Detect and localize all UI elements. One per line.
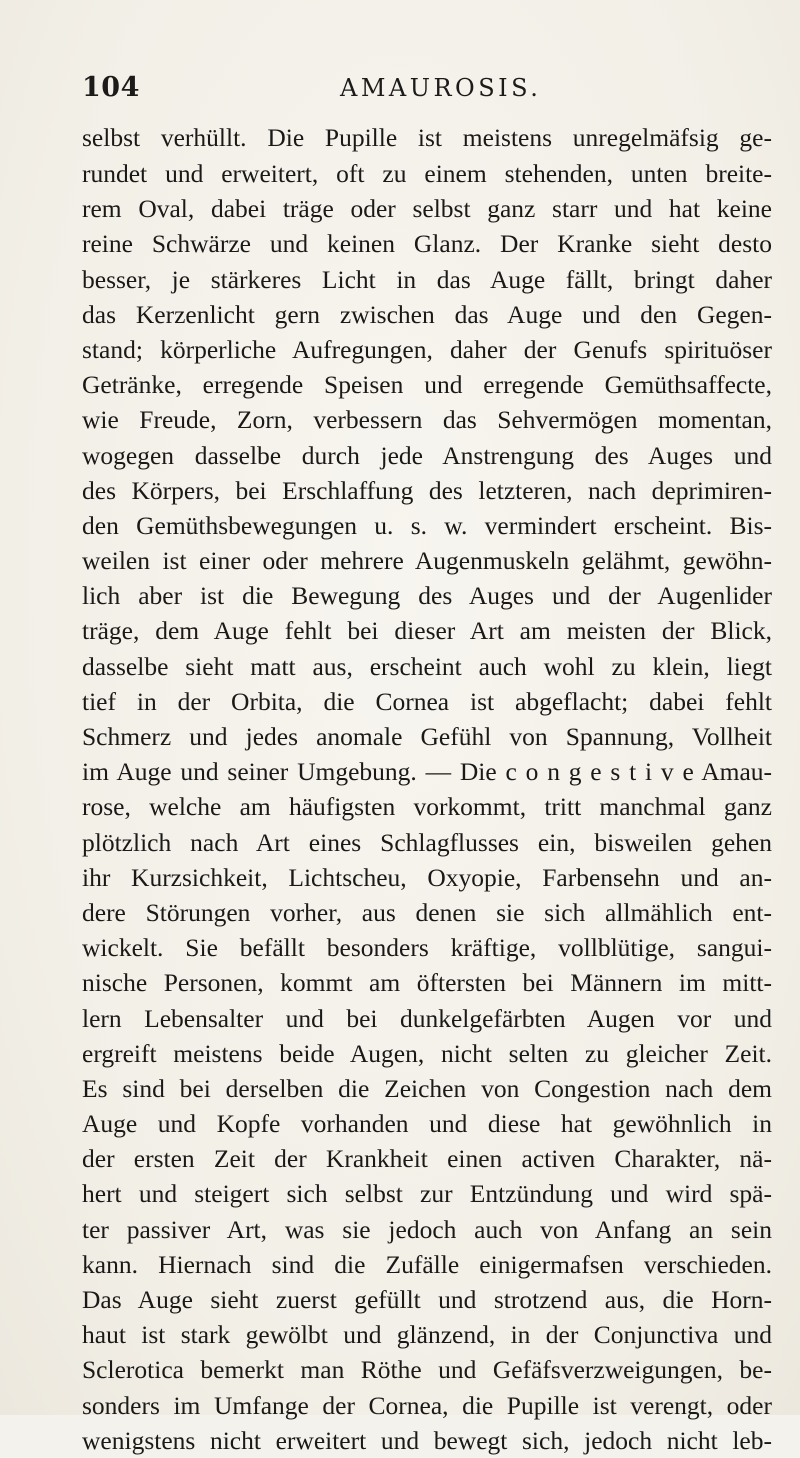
text-line: kann. Hiernach sind die Zufälle einigermafsen verschieden. bbox=[82, 1249, 772, 1279]
text-line: selbst verhüllt. Die Pupille ist meistens unregelmäfsig ge- bbox=[82, 123, 772, 152]
text-line: Es sind bei derselben die Zeichen von Congestion nach dem bbox=[82, 1073, 772, 1103]
text-line: den Gemüthsbewegungen u. s. w. vermindert erscheint. Bis- bbox=[82, 510, 772, 540]
text-line: sonders im Umfange der Cornea, die Pupille ist verengt, oder bbox=[82, 1390, 772, 1420]
text-line: wickelt. Sie befällt besonders kräftige, vollblütige, sangui- bbox=[82, 933, 772, 963]
text-line: Schmerz und jedes anomale Gefühl von Spannung, Vollheit bbox=[82, 722, 772, 751]
text-line: wogegen dasselbe durch jede Anstrengung des Auges und bbox=[82, 440, 772, 470]
text-line: rundet und erweitert, oft zu einem stehenden, unten breite- bbox=[82, 159, 772, 188]
text-line: ergreift meistens beide Augen, nicht selten zu gleicher Zeit. bbox=[82, 1038, 772, 1068]
text-line: wie Freude, Zorn, verbessern das Sehvermögen momentan, bbox=[82, 405, 772, 435]
page-header bbox=[82, 72, 762, 112]
text-line: ter passiver Art, was sie jedoch auch von Anfang an sein bbox=[82, 1214, 772, 1244]
text-line: tief in der Orbita, die Cornea ist abgeflacht; dabei fehlt bbox=[82, 686, 772, 716]
text-line: dere Störungen vorher, aus denen sie sich allmählich ent- bbox=[82, 897, 772, 927]
text-line: Sclerotica bemerkt man Röthe und Gefäfsverzweigungen, be- bbox=[82, 1355, 772, 1385]
text-line: weilen ist einer oder mehrere Augenmuskeln gelähmt, gewöhn- bbox=[82, 546, 772, 576]
text-line: reine Schwärze und keinen Glanz. Der Kranke sieht desto bbox=[82, 229, 772, 259]
text-line: besser, je stärkeres Licht in das Auge fällt, bringt daher bbox=[82, 264, 772, 294]
text-line: rose, welche am häufigsten vorkommt, tritt manchmal ganz bbox=[82, 792, 772, 822]
text-line: rem Oval, dabei träge oder selbst ganz starr und hat keine bbox=[82, 194, 772, 224]
text-line: im Auge und seiner Umgebung. — Die c o n g e s t i v e Amau- bbox=[82, 757, 772, 787]
text-line: nische Personen, kommt am öftersten bei Männern im mitt- bbox=[82, 968, 772, 998]
text-line: Auge und Kopfe vorhanden und diese hat gewöhnlich in bbox=[82, 1109, 772, 1139]
body-text bbox=[82, 120, 772, 1458]
page-number: 104 bbox=[82, 72, 140, 103]
running-head: AMAUROSIS. bbox=[340, 74, 542, 102]
text-line: wenigstens nicht erweitert und bewegt sich, jedoch nicht leb- bbox=[82, 1425, 772, 1455]
text-line: lern Lebensalter und bei dunkelgefärbten Augen vor und bbox=[82, 1003, 772, 1033]
text-line: Das Auge sieht zuerst gefüllt und strotzend aus, die Horn- bbox=[82, 1285, 772, 1314]
text-line: des Körpers, bei Erschlaffung des letzteren, nach deprimiren- bbox=[82, 475, 772, 505]
text-line: plötzlich nach Art eines Schlagflusses ein, bisweilen gehen bbox=[82, 827, 772, 857]
text-line: ihr Kurzsichkeit, Lichtscheu, Oxyopie, Farbensehn und an- bbox=[82, 862, 772, 892]
text-line: das Kerzenlicht gern zwischen das Auge und den Gegen- bbox=[82, 299, 772, 329]
text-line: der ersten Zeit der Krankheit einen activen Charakter, nä- bbox=[82, 1144, 772, 1174]
text-line: Getränke, erregende Speisen und erregende Gemüthsaffecte, bbox=[82, 370, 772, 400]
text-line: haut ist stark gewölbt und glänzend, in der Conjunctiva und bbox=[82, 1320, 772, 1350]
text-line: stand; körperliche Aufregungen, daher der Genufs spirituöser bbox=[82, 334, 772, 364]
text-line: träge, dem Auge fehlt bei dieser Art am meisten der Blick, bbox=[82, 616, 772, 646]
text-line: hert und steigert sich selbst zur Entzündung und wird spä- bbox=[82, 1179, 772, 1209]
text-line: dasselbe sieht matt aus, erscheint auch wohl zu klein, liegt bbox=[82, 651, 772, 681]
text-line: lich aber ist die Bewegung des Auges und der Augenlider bbox=[82, 581, 772, 611]
